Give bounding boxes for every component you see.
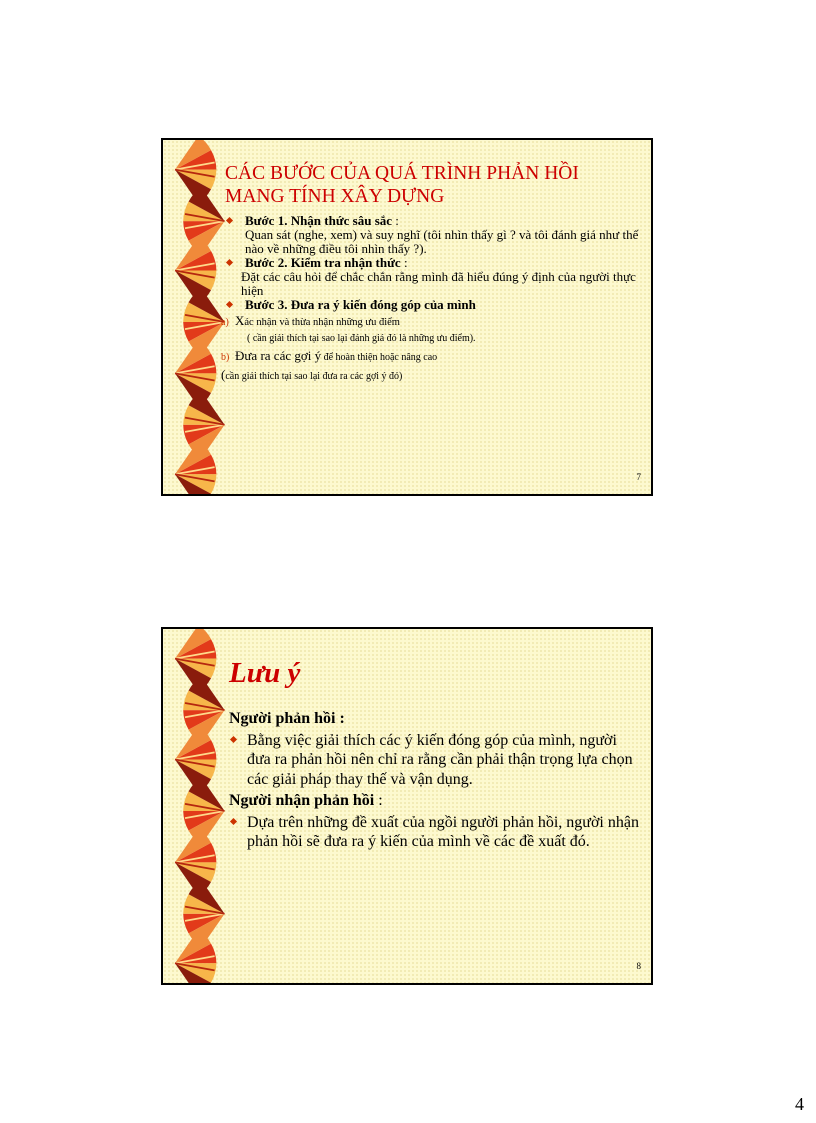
step-2: [225, 256, 645, 270]
item-a-big: X: [235, 313, 245, 328]
item-a-letter: a): [221, 317, 229, 328]
title-line-1: CÁC BƯỚC CỦA QUÁ TRÌNH PHẢN HỒI: [225, 163, 579, 184]
step-2-description: Đặt các câu hỏi để chắc chắn rằng mình đã hiểu đúng ý định của người thực hiện: [241, 269, 636, 298]
step-1-colon: :: [392, 213, 399, 228]
paragraph-feedback-giver: [229, 731, 639, 790]
item-c: [221, 368, 645, 384]
item-b-big: Đưa ra các gợi ý: [235, 348, 322, 363]
slide-7: [161, 138, 653, 496]
diamond-bullet-icon: [230, 735, 237, 742]
paragraph-2-text: Dựa trên những đề xuất của ngồi người phản hồi, người nhận phản hồi sẽ đưa ra ý kiến của mình về các đề xuất đó.: [247, 813, 639, 850]
slide-title: Lưu ý: [229, 657, 301, 689]
step-1-label: Bước 1. Nhận thức sâu sắc: [245, 213, 393, 228]
diamond-bullet-icon: [226, 259, 233, 266]
step-1-description: Quan sát (nghe, xem) và suy nghĩ (tôi nhìn thấy gì ? và tôi đánh giá như thế nào về những điều tôi nhìn thấy ?).: [245, 227, 639, 256]
slide-body: [229, 709, 639, 852]
item-a-text: ác nhận và thừa nhận những ưu điểm: [244, 317, 400, 328]
step-3: [225, 298, 645, 312]
heading-2-label: Người nhận phản hồi: [229, 792, 375, 809]
diamond-bullet-icon: [226, 217, 233, 224]
slide-title: [225, 162, 645, 208]
step-3-label: Bước 3. Đưa ra ý kiến đóng góp của mình: [245, 297, 476, 312]
diamond-bullet-icon: [226, 301, 233, 308]
heading-feedback-receiver: [229, 791, 639, 811]
step-2-colon: :: [400, 255, 408, 270]
item-b-text: để hoàn thiện hoặc nâng cao: [321, 352, 438, 363]
paragraph-1-text: Bằng việc giải thích các ý kiến đóng góp của mình, người đưa ra phản hồi nên chỉ ra rằng cần phải thận trọng lựa chọn các giải pháp thay thế và vận dụng.: [247, 731, 633, 788]
slide-number: 7: [636, 472, 641, 482]
step-1: [225, 214, 645, 228]
diamond-bullet-icon: [230, 817, 237, 824]
decorative-fan-border: [171, 629, 231, 983]
slide-number: 8: [636, 961, 641, 971]
item-b-letter: b): [221, 352, 230, 363]
slide-body: [221, 213, 645, 384]
item-c-text: cần giải thích tại sao lại đưa ra các gợi ý đó): [225, 371, 403, 382]
heading-2-colon: :: [374, 792, 383, 809]
slide-8: [161, 627, 653, 985]
step-2-label: Bước 2. Kiểm tra nhận thức: [245, 255, 401, 270]
heading-feedback-giver: Người phản hồi :: [229, 710, 345, 727]
page-number: 4: [795, 1094, 804, 1114]
item-a: [221, 313, 645, 330]
paragraph-feedback-receiver: [229, 813, 639, 852]
item-b: [221, 348, 645, 365]
item-c-paren: (: [221, 367, 226, 382]
title-line-2: MANG TÍNH XÂY DỰNG: [225, 186, 445, 207]
item-a-note: ( cần giải thích tại sao lại đánh giá đó là những ưu điểm).: [247, 333, 476, 344]
